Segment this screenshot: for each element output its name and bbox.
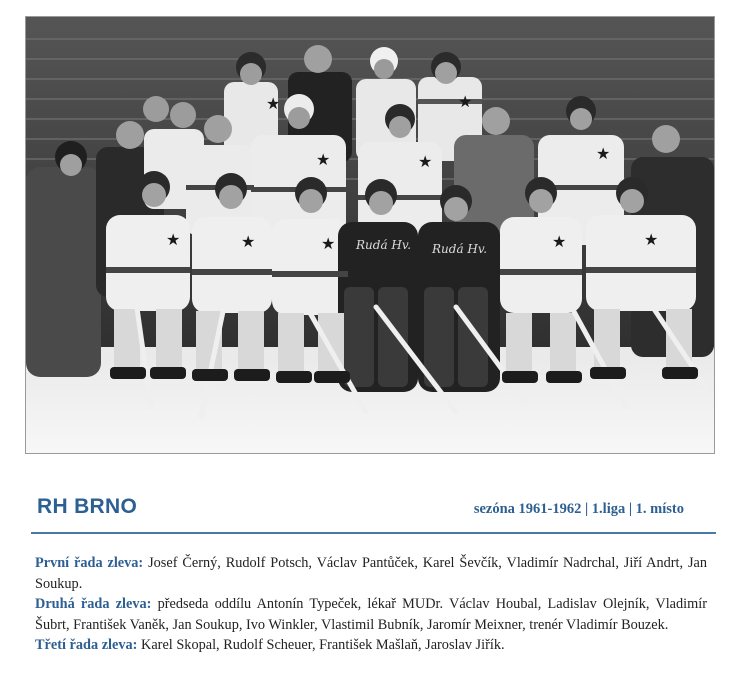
goalie-jersey-text-1: Rudá Hv.	[356, 238, 412, 252]
svg-text:★: ★	[644, 230, 659, 249]
svg-text:★: ★	[552, 232, 567, 251]
goalie-jersey-text-2: Rudá Hv.	[432, 242, 488, 256]
svg-text:★: ★	[418, 152, 433, 171]
svg-text:★: ★	[458, 92, 473, 111]
svg-text:★: ★	[241, 232, 256, 251]
svg-text:★: ★	[266, 94, 281, 113]
svg-text:★: ★	[316, 150, 331, 169]
svg-text:★: ★	[166, 230, 181, 249]
team-photo	[25, 16, 715, 454]
row-names: předseda oddílu Antonín Typeček, lékař MUDr. Václav Houbal, Ladislav Olejník, Vladimír Šubrt, František Vaněk, Jan Soukup, Ivo Winkler, Vlastimil Bubník, Jaromír Meixner, trenér Vladimír Bouzek.	[35, 596, 707, 633]
divider	[31, 532, 716, 534]
row-first	[35, 553, 707, 594]
row-names: Josef Černý, Rudolf Potsch, Václav Pantůček, Karel Ševčík, Vladimír Nadrchal, Jiří Andrt, Jan Soukup.	[35, 555, 708, 592]
row-names: Karel Skopal, Rudolf Scheuer, František Mašlaň, Jaroslav Jiřík.	[141, 637, 505, 654]
row-label: Třetí řada zleva:	[35, 637, 138, 654]
svg-text:★: ★	[321, 234, 336, 253]
svg-text:★: ★	[596, 144, 611, 163]
row-label: Druhá řada zleva:	[35, 596, 152, 613]
row-third	[35, 635, 707, 656]
player-rows	[35, 553, 707, 656]
season-info: sezóna 1961-1962 | 1.liga | 1. místo	[473, 501, 684, 517]
row-label: První řada zleva:	[35, 555, 144, 571]
team-photo-illustration	[26, 17, 714, 453]
row-second	[35, 594, 707, 635]
team-title: RH BRNO	[37, 495, 138, 518]
